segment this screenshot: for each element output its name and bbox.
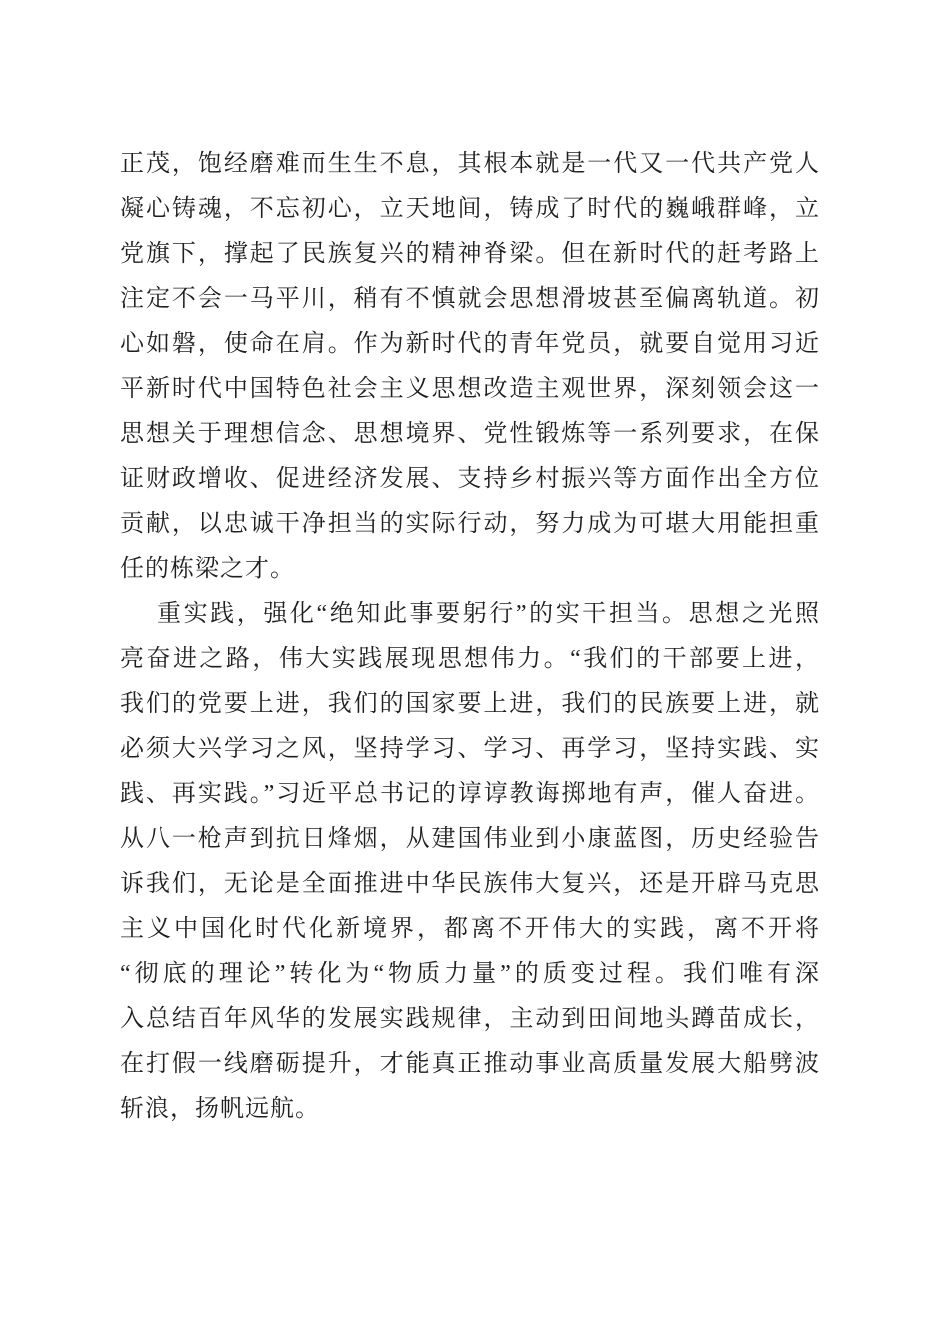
text-line: 在打假一线磨砺提升，才能真正推动事业高质量发展大船劈波	[120, 1051, 820, 1077]
text-line: 凝心铸魂，不忘初心，立天地间，铸成了时代的巍峨群峰，立	[120, 196, 820, 222]
text-line: 从八一枪声到抗日烽烟，从建国伟业到小康蓝图，历史经验告	[120, 826, 820, 852]
text-block	[120, 142, 820, 1132]
text-line: “彻底的理论”转化为“物质力量”的质变过程。我们唯有深	[120, 961, 820, 987]
text-line: 践、再实践。”习近平总书记的谆谆教诲掷地有声，催人奋进。	[120, 781, 820, 807]
text-line: 入总结百年风华的发展实践规律，主动到田间地头蹲苗成长，	[120, 1006, 820, 1032]
paragraph	[120, 592, 820, 1132]
text-line: 必须大兴学习之风，坚持学习、学习、再学习，坚持实践、实	[120, 736, 820, 762]
text-line: 重实践，强化“绝知此事要躬行”的实干担当。思想之光照	[157, 601, 820, 627]
text-line: 任的栋梁之才。	[120, 556, 295, 582]
text-line: 主义中国化时代化新境界，都离不开伟大的实践，离不开将	[120, 916, 820, 942]
text-line: 正茂，饱经磨难而生生不息，其根本就是一代又一代共产党人	[120, 151, 820, 177]
text-line: 心如磐，使命在肩。作为新时代的青年党员，就要自觉用习近	[120, 331, 820, 357]
text-line: 党旗下，撑起了民族复兴的精神脊梁。但在新时代的赶考路上	[120, 241, 820, 267]
text-line: 贡献，以忠诚干净担当的实际行动，努力成为可堪大用能担重	[120, 511, 820, 537]
text-line: 我们的党要上进，我们的国家要上进，我们的民族要上进，就	[120, 691, 820, 717]
text-line: 诉我们，无论是全面推进中华民族伟大复兴，还是开辟马克思	[120, 871, 820, 897]
text-line: 注定不会一马平川，稍有不慎就会思想滑坡甚至偏离轨道。初	[120, 286, 820, 312]
paragraph	[120, 142, 820, 592]
text-line: 平新时代中国特色社会主义思想改造主观世界，深刻领会这一	[120, 376, 820, 402]
text-line: 思想关于理想信念、思想境界、党性锻炼等一系列要求，在保	[120, 421, 820, 447]
text-line: 斩浪，扬帆远航。	[120, 1096, 320, 1122]
text-line: 证财政增收、促进经济发展、支持乡村振兴等方面作出全方位	[120, 466, 820, 492]
text-line: 亮奋进之路，伟大实践展现思想伟力。“我们的干部要上进，	[120, 646, 820, 672]
